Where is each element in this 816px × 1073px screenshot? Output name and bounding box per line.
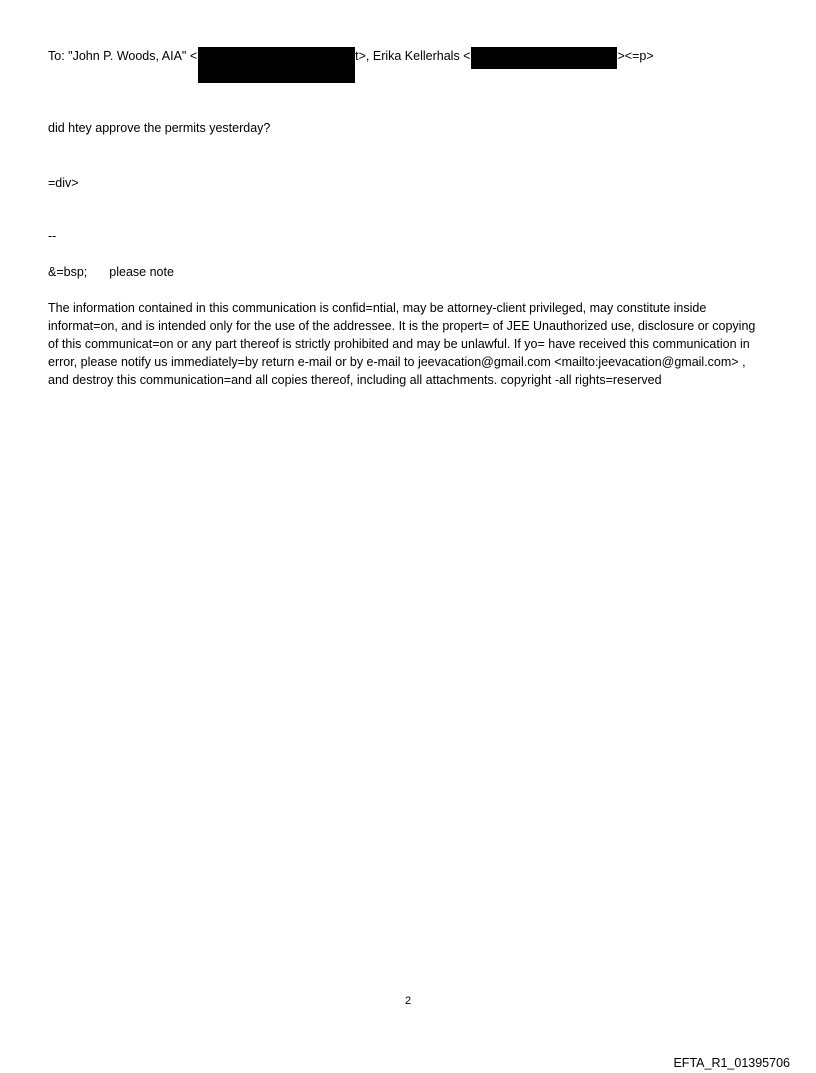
to-prefix: To: "John P. Woods, AIA" < <box>48 49 198 63</box>
redaction-box-1 <box>198 47 355 83</box>
email-to-line <box>48 47 654 83</box>
signature-separator: -- <box>48 229 57 243</box>
page-number: 2 <box>404 995 412 1007</box>
redaction-box-2 <box>471 47 617 69</box>
document-id: EFTA_R1_01395706 <box>673 1056 790 1070</box>
div-tag-text: =div> <box>48 176 79 190</box>
please-note-text: please note <box>109 265 174 279</box>
to-suffix: ><=p> <box>617 49 654 63</box>
please-note-line <box>48 263 174 281</box>
to-mid: t>, Erika Kellerhals < <box>355 49 471 63</box>
email-question: did htey approve the permits yesterday? <box>48 121 271 135</box>
nbsp-text: &=bsp; <box>48 265 88 279</box>
confidentiality-disclaimer: The information contained in this communication is confid=ntial, may be attorney-client privileged, may constitute inside informat=on, and is intended only for the use of the addressee. It is the propert= of JEE Unauthorized use, disclosure or copying of this communicat=on or any part thereof is strictly prohibited and may be unlawful. If yo= have received this communication in error, please notify us immediately=by return e-mail or by e-mail to jeevacation@gmail.com <mailto:jeevacation@gmail.com> , and destroy this communication=and all copies thereof, including all attachments. copyright -all rights=reserved <box>48 301 756 387</box>
